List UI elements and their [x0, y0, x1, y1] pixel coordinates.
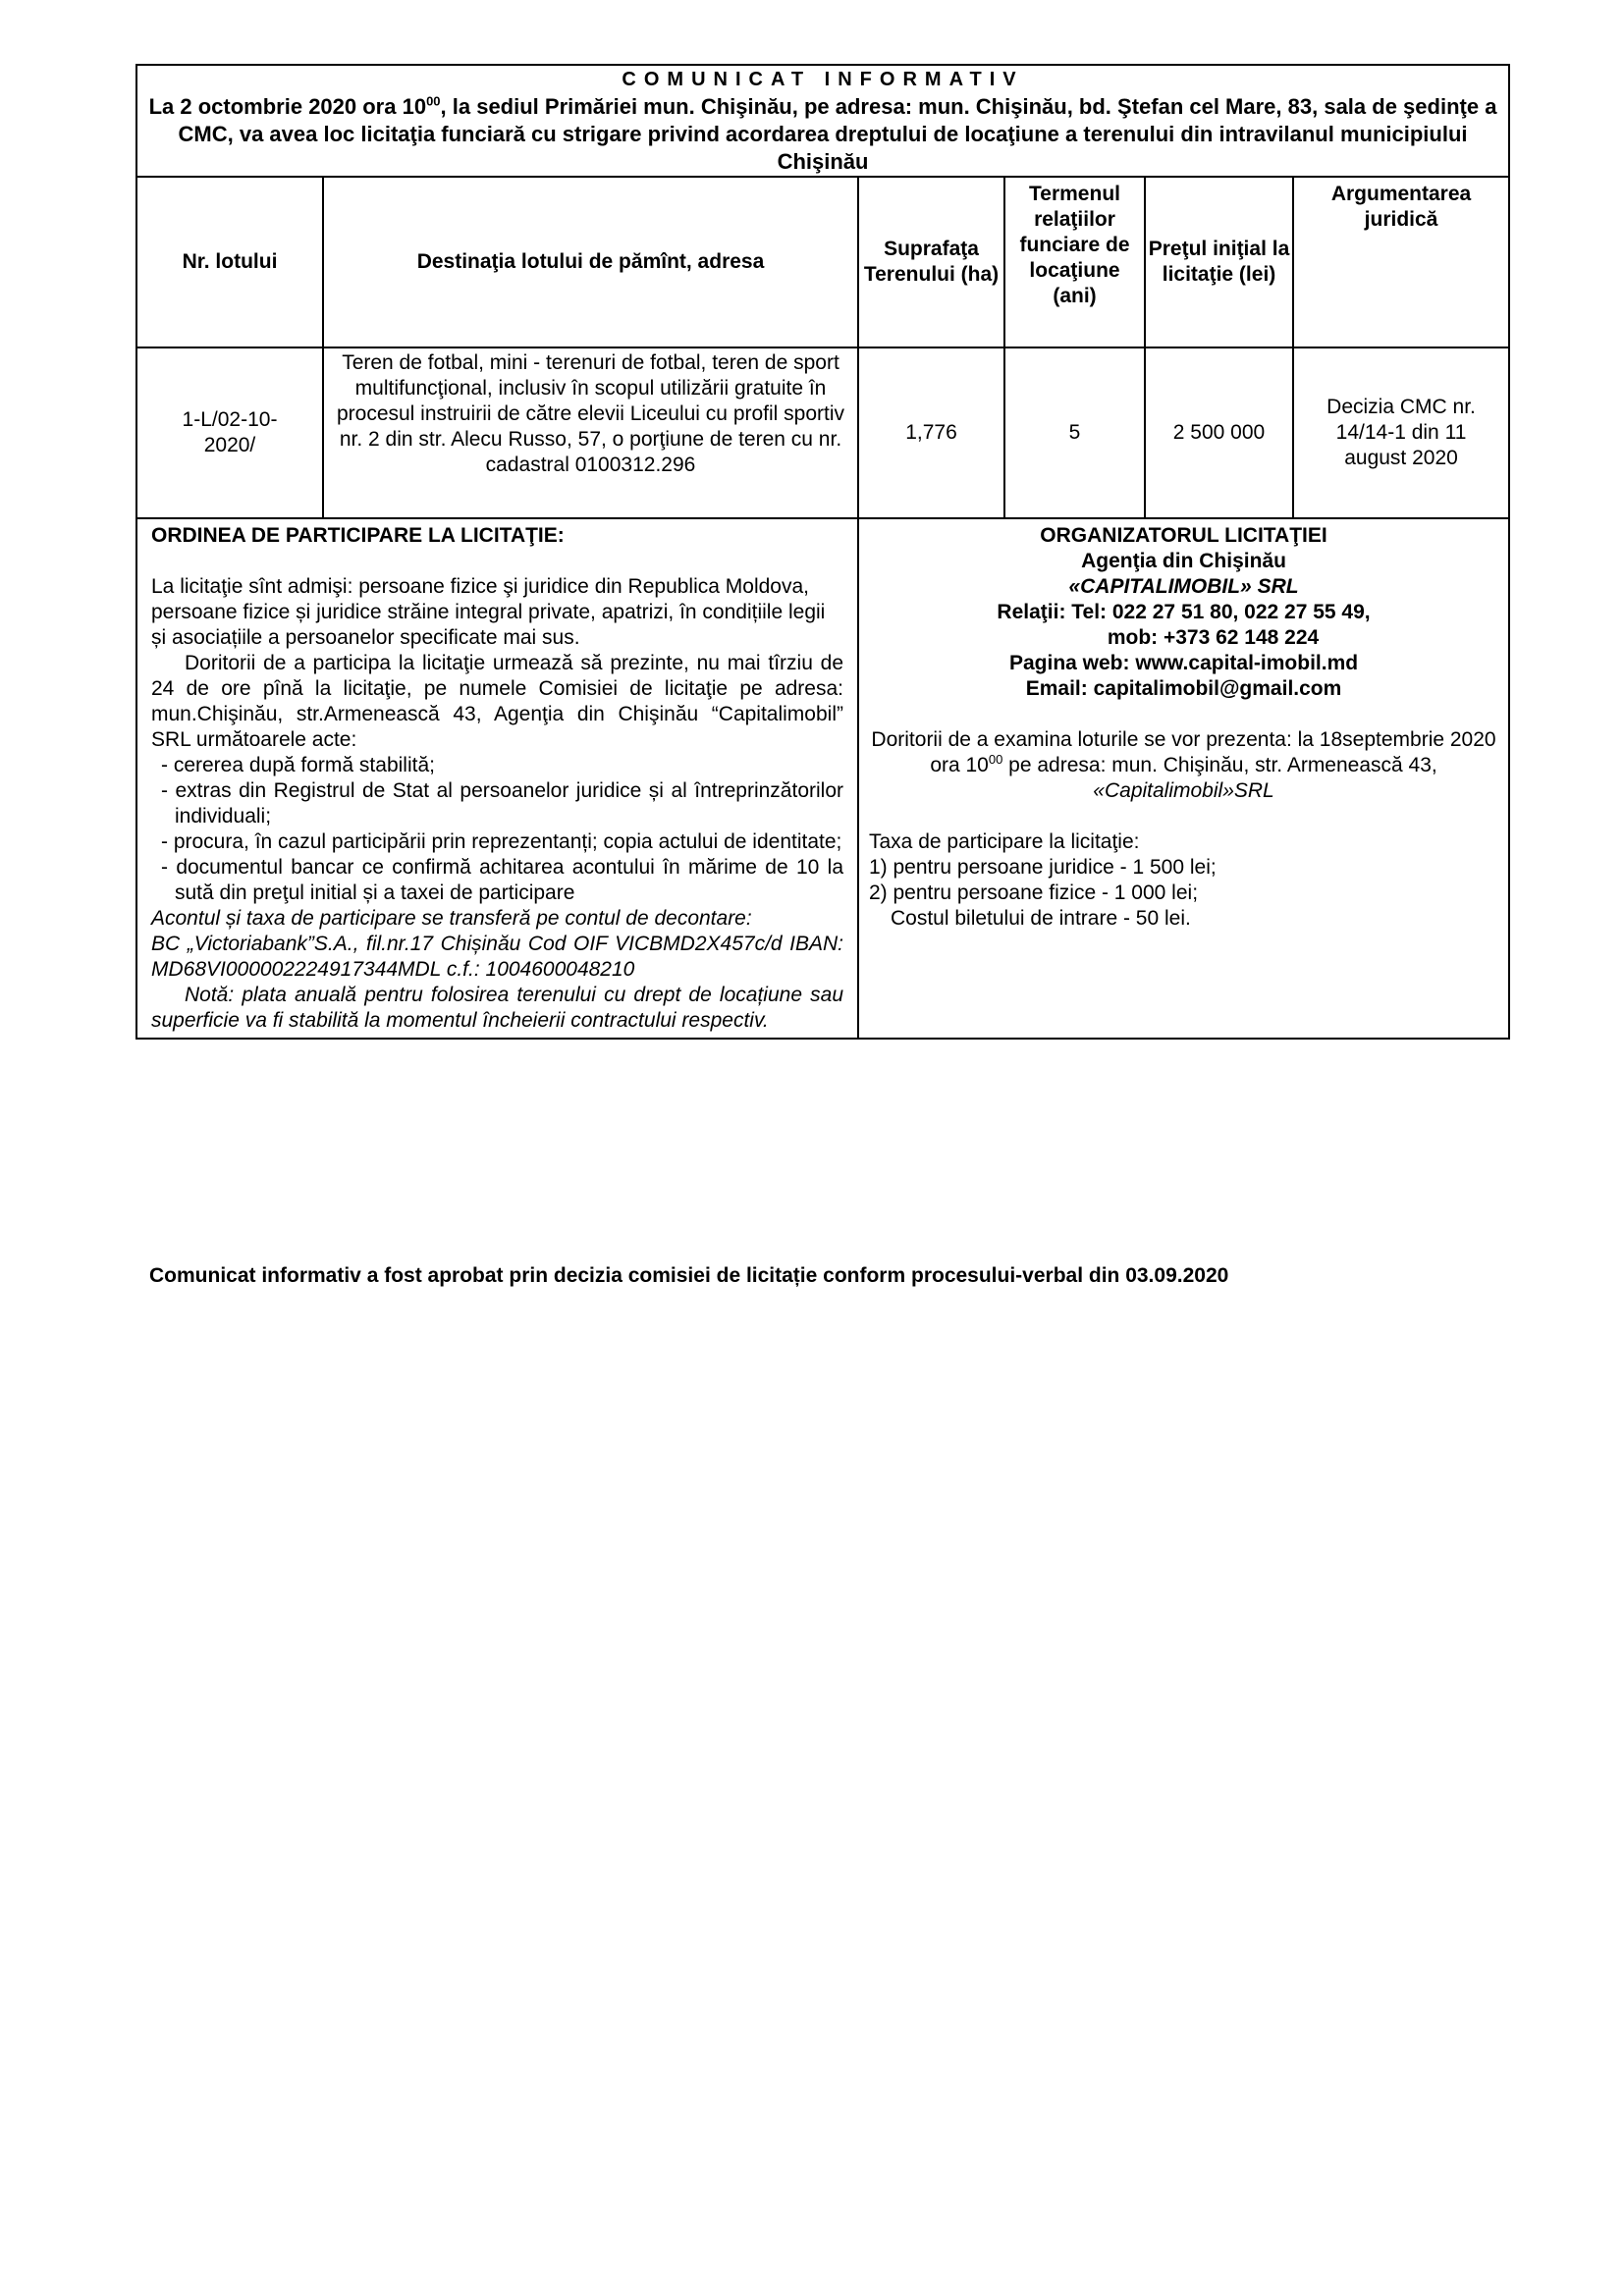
participation-heading: ORDINEA DE PARTICIPARE LA LICITAŢIE:: [151, 524, 565, 547]
auction-notice-table: [135, 64, 1510, 1040]
annual-fee-note: Notă: plata anuală pentru folosirea terenului cu drept de locațiune sau superficie va fi stabilită la momentul încheierii contractului respectiv.: [151, 984, 843, 1032]
lot-area: 1,776: [858, 347, 1004, 518]
column-header-destination: Destinaţia lotului de pămînt, adresa: [323, 177, 858, 347]
participation-section: [136, 518, 858, 1039]
ticket-cost: Costul biletului de intrare - 50 lei.: [891, 907, 1191, 930]
column-header-legal: Argumentarea juridică: [1293, 177, 1509, 347]
organizer-agency: Agenţia din Chişinău: [1081, 550, 1286, 572]
table-header-row: [136, 177, 1509, 347]
lot-price: 2 500 000: [1145, 347, 1293, 518]
fee-heading: Taxa de participare la licitaţie:: [869, 830, 1140, 853]
organizer-heading: ORGANIZATORUL LICITAŢIEI: [1040, 524, 1327, 547]
admitted-participants: La licitaţie sînt admişi: persoane fizice şi juridice din Republica Moldova, persoane fizice și juridice străine integral private, apatrizi, în condițiile legii și asociațiile a persoanelor specificate mai sus.: [151, 575, 826, 649]
column-header-price: Preţul iniţial la licitaţie (lei): [1145, 177, 1293, 347]
fee-item: 1) pentru persoane juridice - 1 500 lei;: [869, 856, 1217, 879]
lot-number: 1-L/02-10-2020/: [136, 347, 323, 518]
lot-description: Teren de fotbal, mini - terenuri de fotbal, teren de sport multifuncţional, inclusiv în scopul utilizării gratuite în procesul instruirii de către elevii Liceului cu profil sportiv nr. 2 din str. Alecu Russo, 57, o porţiune de teren cu nr. cadastral 0100312.296: [323, 347, 858, 518]
organizer-website-link[interactable]: Pagina web: www.capital-imobil.md: [1008, 652, 1359, 674]
document-item: - procura, în cazul participării prin reprezentanți; copia actului de identitate;: [161, 830, 842, 853]
lot-term: 5: [1004, 347, 1145, 518]
column-header-lot: Nr. lotului: [136, 177, 323, 347]
document-item: - extras din Registrul de Stat al persoanelor juridice și al întreprinzătorilor individuali;: [161, 779, 843, 828]
table-row: [136, 347, 1509, 518]
column-header-term: Termenul relaţiilor funciare de locaţiune (ani): [1004, 177, 1145, 347]
approval-footer: Comunicat informativ a fost aprobat prin decizia comisiei de licitație conform procesului-verbal din 03.09.2020: [149, 1264, 1229, 1287]
organizer-phones: Relaţii: Tel: 022 27 51 80, 022 27 55 49,: [997, 601, 1371, 623]
document-item: - cererea după formă stabilită;: [161, 754, 435, 776]
document-item: - documentul bancar ce confirmă achitarea acontului în mărime de 10 la sută din preţul initial și a taxei de participare: [161, 856, 843, 904]
organizer-mobile: mob: +373 62 148 224: [1107, 626, 1320, 649]
notice-header: [136, 65, 1509, 177]
document-title: COMUNICAT INFORMATIV: [622, 69, 1024, 90]
requirements-text: Doritorii de a participa la licitaţie urmează să prezinte, nu mai tîrziu de 24 de ore pînă la licitaţie, pe numele Comisiei de licitaţie pe adresa: mun.Chişinău, str.Armenească 43, Agenţia din Chişinău “Capitalimobil” SRL următoarele acte:: [151, 652, 843, 751]
organizer-company: «CAPITALIMOBIL» SRL: [1068, 575, 1299, 598]
transfer-note: Acontul și taxa de participare se transferă pe contul de decontare:: [151, 907, 752, 930]
bank-details: BC „Victoriabank”S.A., fil.nr.17 Chișinău Cod OIF VICBMD2X457c/d IBAN: MD68VI000002224917344MDL c.f.: 1004600048210: [151, 933, 843, 981]
lot-legal-basis: Decizia CMC nr. 14/14-1 din 11 august 2020: [1293, 347, 1509, 518]
notice-intro: La 2 octombrie 2020 ora $10^{00}$, la sediul Primăriei mun. Chişinău, pe adresa: mun. Chişinău, bd. Ştefan cel Mare, 83, sala de şedinţe a CMC, va avea loc licitaţia funciară cu strigare privind acordarea dreptului de locaţiune a terenului din intravilanul municipiului Chişinău: [148, 93, 1497, 174]
organizer-email-link[interactable]: Email: capitalimobil@gmail.com: [1025, 677, 1342, 700]
fee-item: 2) pentru persoane fizice - 1 000 lei;: [869, 881, 1199, 904]
examination-info: Doritorii de a examina loturile se vor prezenta: la 18septembrie 2020 ora $10^{00}$ pe adresa: mun. Chişinău, str. Armenească 43, «Capitalimobil»SRL: [871, 728, 1496, 802]
column-header-area: Suprafaţa Terenului (ha): [858, 177, 1004, 347]
organizer-section: [858, 518, 1509, 1039]
